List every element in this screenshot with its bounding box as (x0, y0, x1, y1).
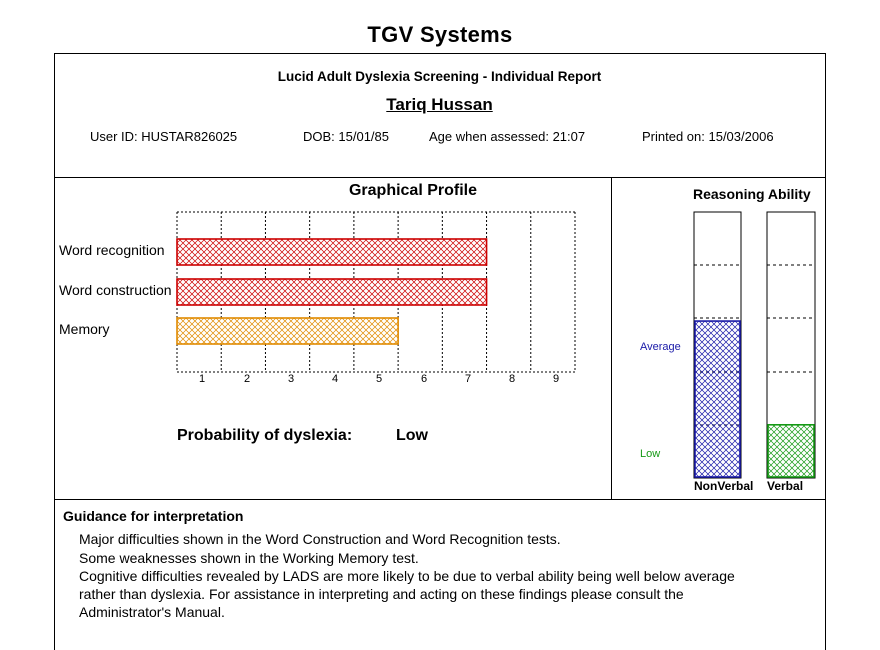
report-title: Lucid Adult Dyslexia Screening - Individual Report (277, 69, 602, 84)
row-label-word-construction: Word construction (59, 282, 172, 298)
x-tick-label: 5 (375, 373, 383, 385)
profile-bar (177, 239, 487, 265)
x-tick-label: 3 (287, 373, 295, 385)
level-average-label: Average (640, 341, 681, 353)
profile-bar (177, 318, 398, 344)
patient-name: Tariq Hussan (386, 95, 493, 114)
x-tick-label: 6 (420, 373, 428, 385)
date-of-birth: DOB: 15/01/85 (303, 129, 389, 144)
company-title: TGV Systems (367, 22, 513, 47)
row-label-word-recognition: Word recognition (59, 242, 165, 258)
guidance-line: rather than dyslexia. For assistance in interpreting and acting on these findings please consult the (79, 586, 684, 602)
x-tick-label: 9 (552, 373, 560, 385)
profile-title: Graphical Profile (348, 182, 478, 199)
profile-bar (177, 279, 487, 305)
x-tick-label: 7 (464, 373, 472, 385)
reasoning-columns (694, 212, 815, 478)
level-low-label: Low (640, 448, 661, 460)
nonverbal-label: NonVerbal (694, 479, 754, 493)
profile-bars (177, 239, 487, 344)
row-label-memory: Memory (59, 321, 110, 337)
guidance-line: Cognitive difficulties revealed by LADS are more likely to be due to verbal ability being well below average (79, 568, 735, 584)
reasoning-bar (695, 321, 740, 477)
user-id: User ID: HUSTAR826025 (90, 129, 238, 144)
verbal-label: Verbal (767, 479, 804, 493)
x-tick-label: 2 (243, 373, 251, 385)
x-tick-label: 8 (508, 373, 516, 385)
guidance-line: Administrator's Manual. (79, 604, 225, 620)
reasoning-title: Reasoning Ability (693, 186, 811, 202)
guidance-line: Some weaknesses shown in the Working Memory test. (79, 550, 419, 566)
x-tick-label: 4 (331, 373, 339, 385)
printed-date: Printed on: 15/03/2006 (642, 129, 774, 144)
probability-value: Low (396, 427, 428, 444)
x-tick-label: 1 (198, 373, 206, 385)
reasoning-bar (768, 425, 814, 477)
probability-label: Probability of dyslexia: (177, 427, 353, 444)
guidance-title: Guidance for interpretation (63, 508, 244, 524)
guidance-line: Major difficulties shown in the Word Construction and Word Recognition tests. (79, 531, 561, 547)
age-assessed: Age when assessed: 21:07 (429, 129, 586, 144)
